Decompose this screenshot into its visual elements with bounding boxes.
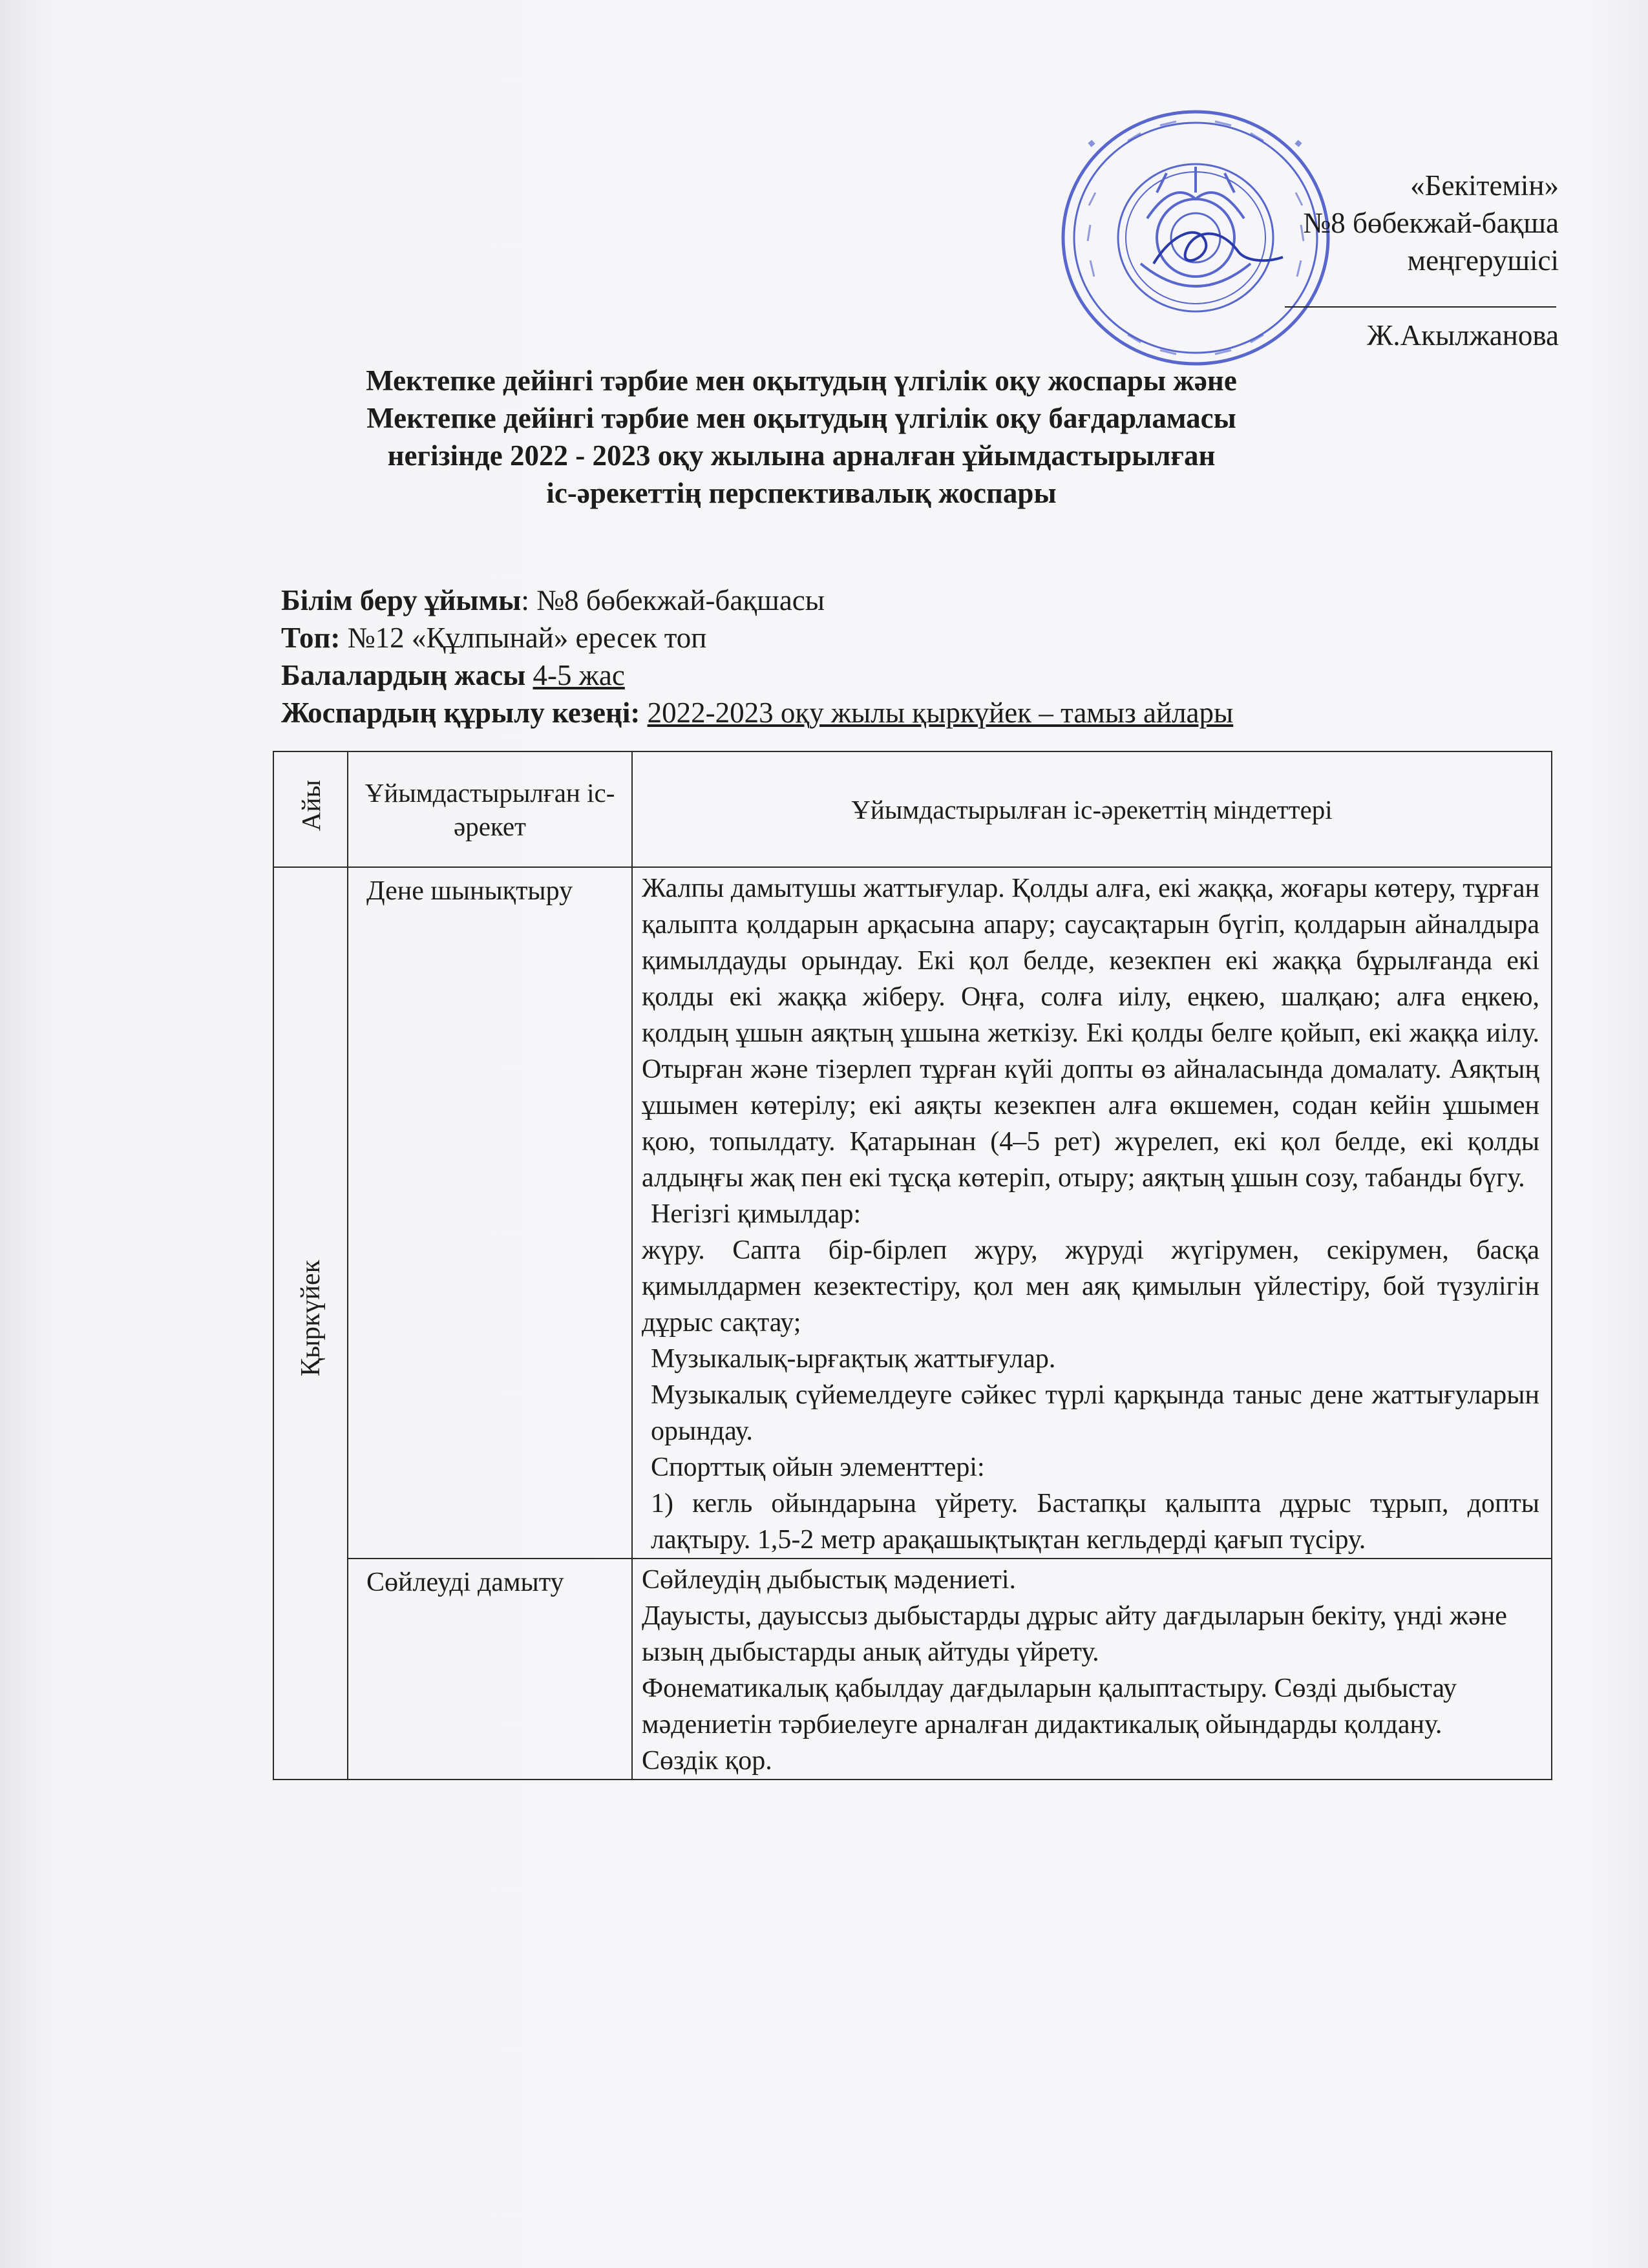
task-paragraph: Музыкалық сүйемелдеуге сәйкес түрлі қарқында таныс дене жаттығуларын орындау. xyxy=(651,1380,1539,1446)
org-value: : №8 бөбекжай-бақшасы xyxy=(521,584,825,616)
task-paragraph: Спорттық ойын элементтері: xyxy=(651,1453,985,1482)
task-paragraph: Фонематикалық қабылдау дағдыларын қалыптастыру. Сөзді дыбыстау мәдениетін тәрбиелеуге арналған дидактикалық ойындарды қолдану. xyxy=(642,1674,1457,1739)
month-label: Қыркүйек xyxy=(295,1260,326,1377)
title-line-4: іс-әрекеттің перспективалық жоспары xyxy=(546,477,1057,509)
approval-name: Ж.Акылжанова xyxy=(1367,319,1559,352)
approval-block xyxy=(1106,167,1559,354)
signature-line xyxy=(1285,300,1556,308)
title-line-1: Мектепке дейінгі тәрбие мен оқытудың үлгілік оқу жоспары және xyxy=(366,364,1237,397)
info-period xyxy=(281,694,1444,731)
approval-title: «Бекітемін» xyxy=(1410,169,1559,202)
activity-cell: Сөйлеуді дамыту xyxy=(348,1559,632,1780)
plan-table xyxy=(273,751,1552,1780)
group-value: №12 «Құлпынай» ересек топ xyxy=(340,622,707,654)
task-paragraph: Дауысты, дауыссыз дыбыстарды дұрыс айту дағдыларын бекіту, үнді және ызың дыбыстарды анық айтуды үйрету. xyxy=(642,1601,1507,1667)
tasks-cell xyxy=(632,1559,1552,1780)
month-cell xyxy=(273,867,348,1780)
table-header-row xyxy=(273,751,1552,867)
info-block xyxy=(281,582,1444,731)
table-row xyxy=(273,1559,1552,1780)
header-month xyxy=(273,751,348,867)
info-org xyxy=(281,582,1444,619)
task-paragraph: Негізгі қимылдар: xyxy=(651,1199,861,1229)
table-row xyxy=(273,867,1552,1559)
approval-position: меңгерушісі xyxy=(1407,244,1559,277)
task-paragraph: Сөйлеудің дыбыстық мәдениеті. xyxy=(642,1565,1017,1595)
task-paragraph: жүру. Сапта бір-бірлеп жүру, жүруді жүгірумен, секірумен, басқа қимылдармен кезектестіру, қол мен аяқ қимылын үйлестіру, бой түзулігін дұрыс сақтау; xyxy=(642,1235,1539,1338)
tasks-cell xyxy=(632,867,1552,1559)
header-tasks: Ұйымдастырылған іс-әрекеттің міндеттері xyxy=(632,751,1552,867)
task-paragraph: Музыкалық-ырғақтық жаттығулар. xyxy=(651,1344,1056,1374)
task-paragraph: Сөздік қор. xyxy=(642,1746,772,1776)
task-paragraph: Жалпы дамытушы жаттығулар. Қолды алға, екі жаққа, жоғары көтеру, тұрған қалыпта қолдарын арқасына апару; саусақтарын бүгіп, қолдарын айналдыра қимылдауды орындау. Екі қол белде, кезекпен екі жаққа бұрылғанда екі қолды екі жаққа жіберу. Оңға, солға иілу, еңкею, шалқаю; алға еңкею, қолдың ұшын аяқтың ұшына жеткізу. Екі қолды белге қойып, екі жаққа иілу. Отырған және тізерлеп тұрған күйі допты өз айналасында домалату. Аяқтың ұшымен көтерілу; екі аяқты кезекпен алға өкшемен, содан кейін ұшымен қою, топылдату. Қатарынан (4–5 рет) жүрелеп, екі қол белде, екі қолды алдыңғы жақ пен екі тұсқа көтеріп, отыру; аяқтың ұшын созу, табанды бүгу. xyxy=(642,874,1539,1193)
document-title xyxy=(246,362,1357,512)
org-label: Білім беру ұйымы xyxy=(281,584,522,616)
age-label: Балалардың жасы xyxy=(281,659,526,691)
title-line-3: негізінде 2022 - 2023 оқу жылына арналған ұйымдастырылған xyxy=(387,439,1216,472)
age-value: 4-5 жас xyxy=(533,659,625,691)
approval-signatory xyxy=(1106,279,1559,354)
activity-cell: Дене шынықтыру xyxy=(348,867,632,1559)
period-value: 2022-2023 оқу жылы қыркүйек – тамыз айлары xyxy=(647,697,1234,729)
approval-org: №8 бөбекжай-бақша xyxy=(1303,207,1559,239)
period-label: Жоспардың құрылу кезеңі: xyxy=(281,697,640,729)
info-group xyxy=(281,619,1444,656)
header-month-label: Айы xyxy=(295,779,326,832)
header-activity: Ұйымдастырылған іс-әрекет xyxy=(348,751,632,867)
info-age xyxy=(281,656,1444,694)
task-paragraph: 1) кегль ойындарына үйрету. Бастапқы қалыпта дұрыс тұрып, допты лақтыру. 1,5-2 метр арақашықтықтан кегльдерді қағып түсіру. xyxy=(651,1489,1539,1555)
group-label: Топ: xyxy=(281,622,341,654)
title-line-2: Мектепке дейінгі тәрбие мен оқытудың үлгілік оқу бағдарламасы xyxy=(366,402,1236,434)
